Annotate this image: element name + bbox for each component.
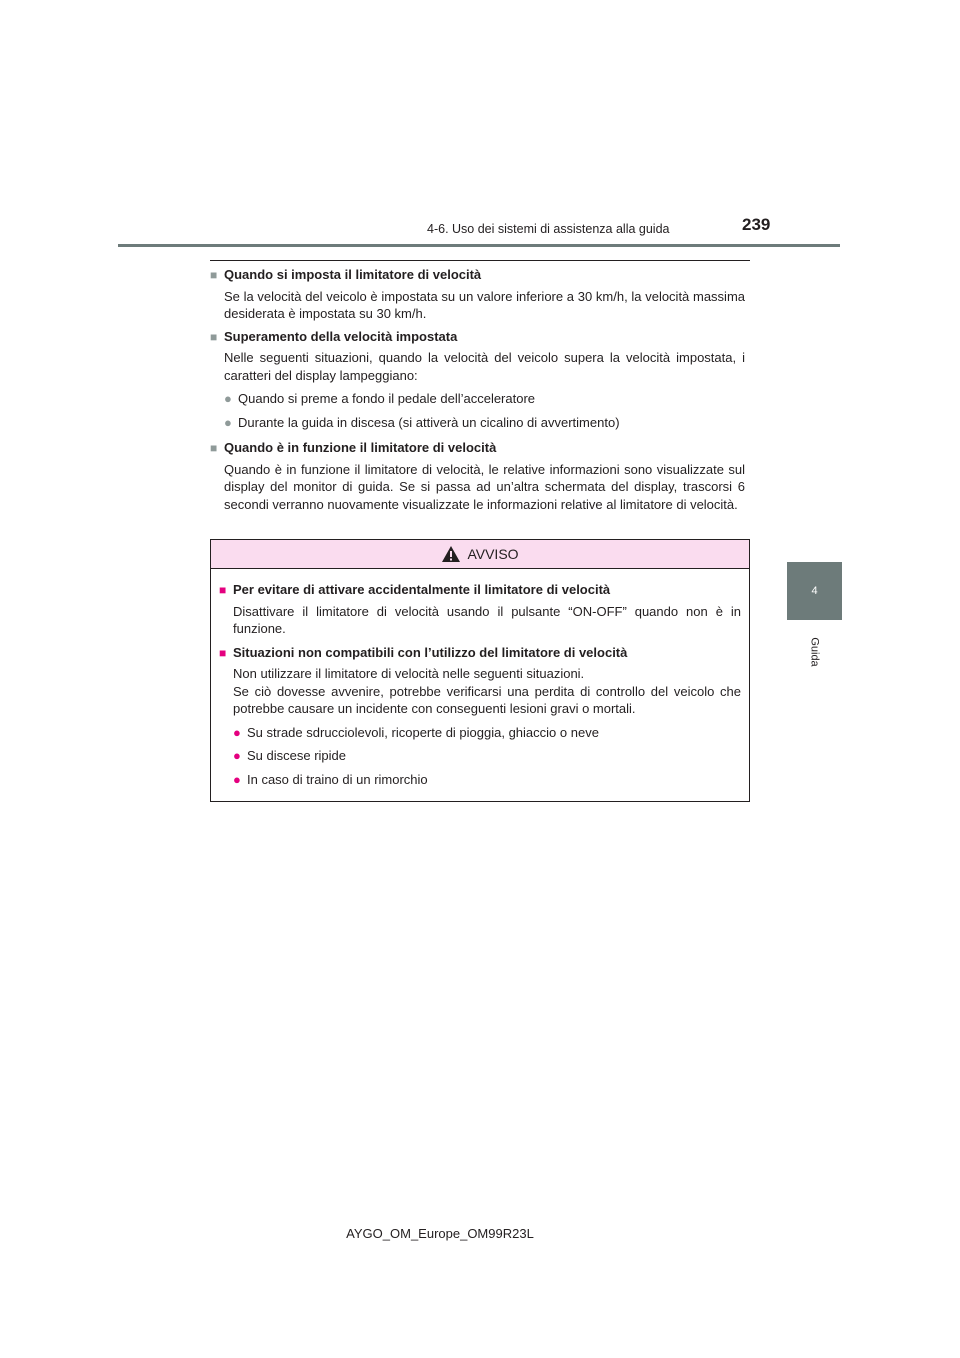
footer — [0, 1226, 960, 1241]
circle-bullet-icon: ● — [233, 771, 241, 787]
circle-bullet-icon: ● — [224, 391, 232, 406]
list-item-text: Su strade sdrucciolevoli, ricoperte di pioggia, ghiaccio o neve — [247, 724, 599, 740]
list-item-text: Su discese ripide — [247, 748, 346, 763]
section-heading-text: Superamento della velocità impostata — [224, 328, 458, 344]
content-rule — [210, 260, 750, 261]
warning-header — [211, 540, 749, 569]
warning-heading — [219, 644, 741, 663]
header-rule — [118, 244, 840, 247]
section-heading-text: Quando è in funzione il limitatore di velocità — [224, 440, 497, 455]
warning-paragraph: Non utilizzare il limitatore di velocità nelle seguenti situazioni. — [233, 666, 585, 681]
circle-bullet-icon: ● — [233, 724, 241, 740]
section-heading — [210, 266, 745, 285]
page-number: 239 — [742, 215, 771, 234]
square-bullet-icon: ■ — [219, 583, 227, 597]
circle-bullet-icon: ● — [224, 414, 232, 430]
section-heading — [210, 439, 745, 458]
warning-paragraph: Se ciò dovesse avvenire, potrebbe verificarsi una perdita di controllo del veicolo che potrebbe causare un incidente con conseguenti lesioni gravi o mortali. — [233, 683, 741, 716]
warning-heading-text: Per evitare di attivare accidentalmente il limitatore di velocità — [233, 582, 611, 597]
section-title: 4-6. Uso dei sistemi di assistenza alla guida — [427, 222, 670, 236]
chapter-tab — [787, 562, 842, 620]
chapter-label — [782, 632, 847, 672]
list-item — [224, 414, 745, 432]
warning-body — [211, 569, 749, 788]
square-bullet-icon: ■ — [210, 441, 218, 455]
warning-heading-text: Situazioni non compatibili con l’utilizzo del limitatore di velocità — [233, 644, 628, 660]
circle-bullet-icon: ● — [233, 748, 241, 763]
warning-box — [210, 539, 750, 802]
list-item — [233, 747, 741, 765]
warning-heading — [219, 581, 741, 600]
square-bullet-icon: ■ — [219, 645, 227, 660]
document-code: AYGO_OM_Europe_OM99R23L — [346, 1226, 534, 1241]
list-item-text: Durante la guida in discesa (si attiverà un cicalino di avvertimento) — [238, 414, 620, 430]
list-item — [224, 390, 745, 408]
square-bullet-icon: ■ — [210, 268, 218, 282]
section-paragraph: Nelle seguenti situazioni, quando la velocità del veicolo supera la velocità impostata, i caratteri del display lampeggiano: — [224, 350, 745, 383]
list-item-text: In caso di traino di un rimorchio — [247, 771, 428, 787]
list-item — [233, 724, 741, 742]
warning-triangle-icon — [441, 545, 461, 563]
section-heading-text: Quando si imposta il limitatore di velocità — [224, 267, 482, 282]
chapter-number: 4 — [811, 585, 818, 597]
chapter-label-text: Guida — [808, 637, 821, 667]
warning-label: AVVISO — [467, 546, 519, 562]
section-paragraph: Quando è in funzione il limitatore di velocità, le relative informazioni sono visualizzate sul display del monitor di guida. Se si passa ad un’altra schermata del display, trascorsi 6 secondi verranno nuovamente visualizzate le informazioni relative al limitatore di velocità. — [224, 461, 745, 512]
list-item-text: Quando si preme a fondo il pedale dell’acceleratore — [238, 391, 536, 406]
main-content — [210, 266, 745, 513]
warning-paragraph: Disattivare il limitatore di velocità usando il pulsante “ON-OFF” quando non è in funzione. — [233, 603, 741, 636]
square-bullet-icon: ■ — [210, 329, 218, 344]
section-paragraph: Se la velocità del veicolo è impostata su un valore inferiore a 30 km/h, la velocità massima desiderata è impostata su 30 km/h. — [224, 288, 745, 321]
section-heading — [210, 328, 745, 347]
list-item — [233, 771, 741, 789]
